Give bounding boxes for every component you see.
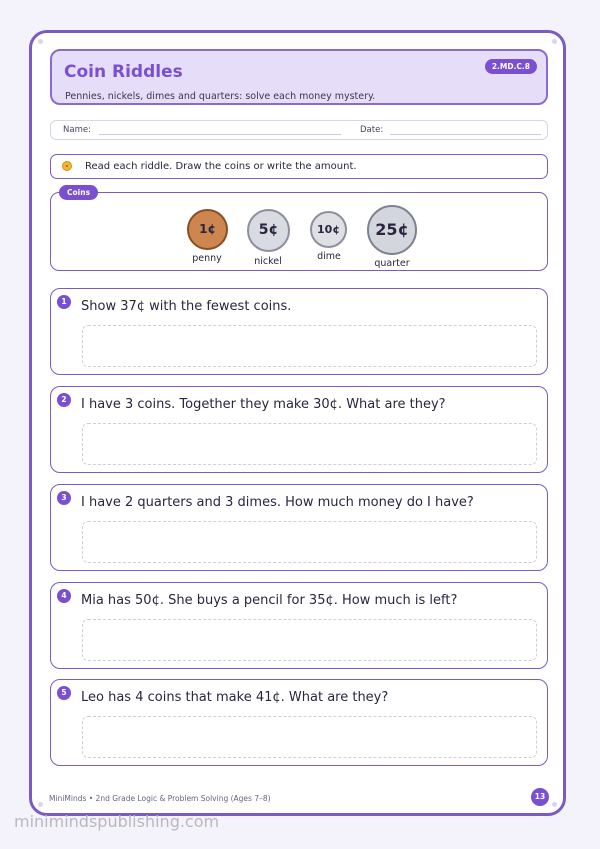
footer-credit: MiniMinds • 2nd Grade Logic & Problem Solving (Ages 7–8)	[49, 794, 271, 803]
riddle-number: 5	[57, 686, 71, 700]
instructions-text: Read each riddle. Draw the coins or write the amount.	[85, 161, 357, 172]
standard-badge: 2.MD.C.8	[485, 59, 537, 74]
answer-box[interactable]	[82, 619, 537, 661]
riddle-text: Show 37¢ with the fewest coins.	[81, 299, 292, 314]
riddle-card	[50, 582, 548, 669]
worksheet-page	[29, 30, 566, 816]
answer-box[interactable]	[82, 716, 537, 758]
instructions-box	[50, 154, 548, 179]
coin-label-penny: penny	[192, 253, 222, 264]
dime-coin-icon: 10¢	[310, 211, 347, 248]
riddle-card	[50, 679, 548, 766]
coin-label-quarter: quarter	[374, 258, 410, 269]
answer-box[interactable]	[82, 325, 537, 367]
name-label: Name:	[63, 125, 91, 135]
riddle-number: 1	[57, 295, 71, 309]
page-subtitle: Pennies, nickels, dimes and quarters: solve each money mystery.	[65, 91, 376, 102]
page-title: Coin Riddles	[64, 62, 183, 82]
header-banner	[50, 49, 548, 105]
riddle-text: Mia has 50¢. She buys a pencil for 35¢. How much is left?	[81, 593, 458, 608]
riddle-text: Leo has 4 coins that make 41¢. What are they?	[81, 690, 389, 705]
name-date-bar	[50, 120, 548, 140]
corner-dot	[552, 39, 557, 44]
riddle-number: 3	[57, 491, 71, 505]
page-number: 13	[531, 788, 549, 806]
coin-label-dime: dime	[317, 251, 341, 262]
coin-icon	[62, 161, 72, 171]
date-field[interactable]	[390, 134, 541, 135]
quarter-coin-icon: 25¢	[367, 205, 417, 255]
corner-dot	[38, 802, 43, 807]
watermark-text: minimindspublishing.com	[14, 812, 220, 831]
name-field[interactable]	[99, 134, 341, 135]
date-label: Date:	[360, 125, 384, 135]
coins-section-label: Coins	[59, 185, 98, 200]
nickel-coin-icon: 5¢	[247, 209, 290, 252]
penny-coin-icon: 1¢	[187, 209, 228, 250]
riddle-number: 2	[57, 393, 71, 407]
riddle-card	[50, 484, 548, 571]
riddle-card	[50, 288, 548, 375]
riddle-number: 4	[57, 589, 71, 603]
riddle-text: I have 3 coins. Together they make 30¢. What are they?	[81, 397, 446, 412]
corner-dot	[552, 802, 557, 807]
riddle-card	[50, 386, 548, 473]
answer-box[interactable]	[82, 521, 537, 563]
coin-label-nickel: nickel	[254, 256, 282, 267]
riddle-text: I have 2 quarters and 3 dimes. How much money do I have?	[81, 495, 474, 510]
answer-box[interactable]	[82, 423, 537, 465]
corner-dot	[38, 39, 43, 44]
